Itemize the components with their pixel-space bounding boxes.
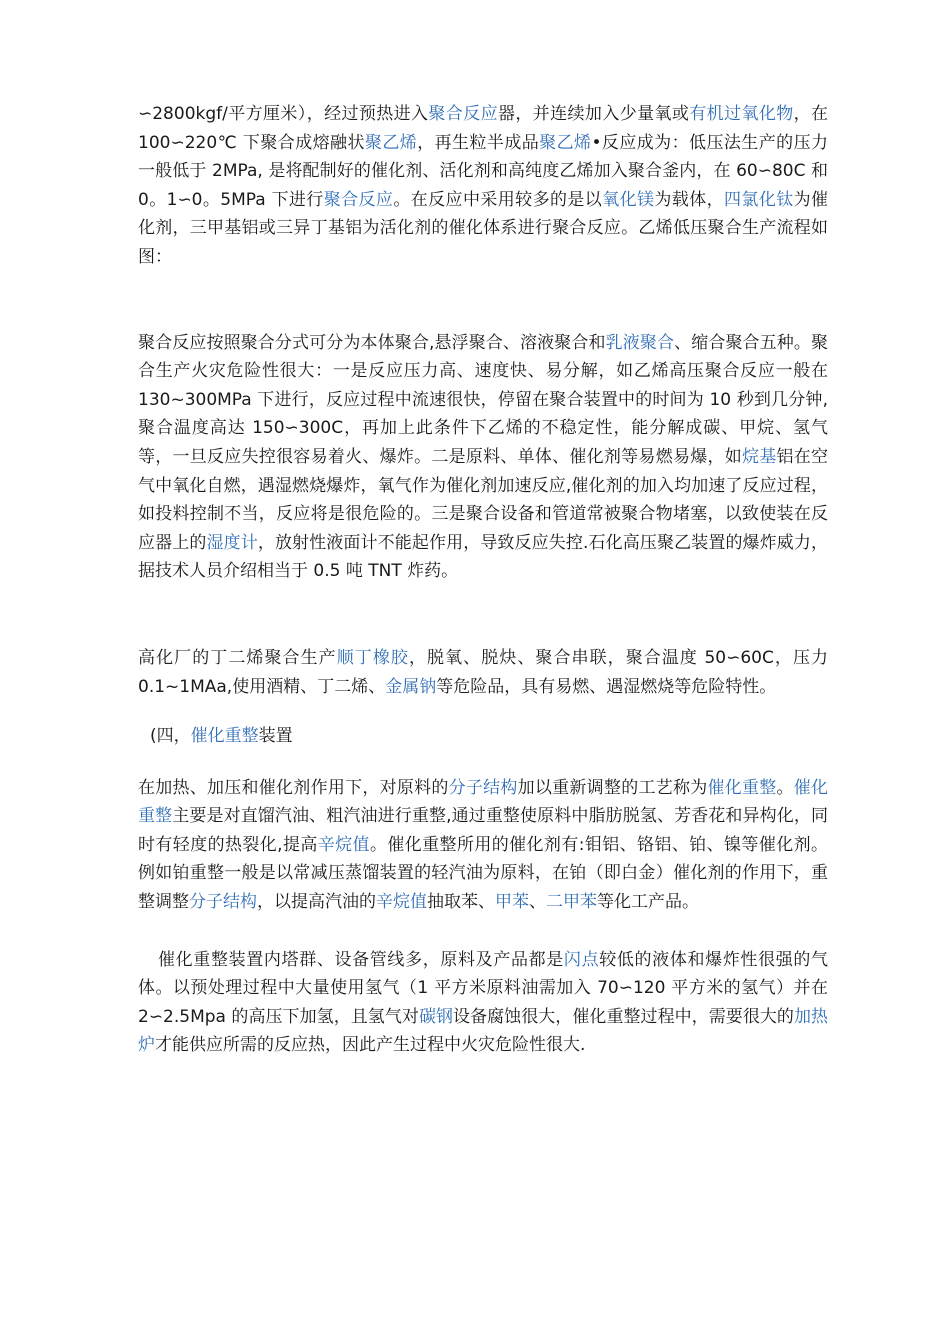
hyperlink[interactable]: 甲苯 [495, 892, 529, 913]
hyperlink[interactable]: 烷基 [741, 446, 777, 467]
hyperlink[interactable]: 氧化镁 [602, 189, 655, 210]
hyperlink[interactable]: 聚合反应 [323, 189, 394, 210]
text-run: 抽取苯、 [427, 892, 495, 913]
hyperlink[interactable]: 分子结构 [189, 892, 257, 913]
text-run: 等化工产品。 [597, 892, 699, 913]
text-run: ，再生粒半成品 [417, 132, 540, 153]
hyperlink[interactable]: 乳液聚合 [605, 332, 675, 353]
text-run: 较低的液体和爆炸性很强的气体。以预处理过程中大量使用氢气（1 平方米原料油需加入 70∽120 平方米的氢气）并在 2∽2.5Mpa 的高压下加氢，且氢气对 [138, 949, 829, 1027]
hyperlink[interactable]: 加热炉 [138, 1006, 829, 1056]
hyperlink[interactable]: 碳钢 [418, 1006, 454, 1027]
document-page [138, 100, 828, 1060]
hyperlink[interactable]: 聚乙烯 [364, 132, 418, 153]
text-run: ，脱氧、脱炔、聚合串联，聚合温度 50∽60C，压力 0.1~1MAa,使用酒精、丁二烯、 [138, 647, 829, 697]
text-run: 主要是对直馏汽油、粗汽油进行重整,通过重整使原料中脂肪脱氢、芳香花和异构化，同时有轻度的热裂化,提高 [138, 806, 829, 855]
paragraph-polymer-process [138, 100, 828, 272]
hyperlink[interactable]: 催化重整 [138, 777, 829, 827]
text-run: 催化重整装置内塔群、设备管线多，原料及产品都是 [158, 949, 564, 970]
hyperlink[interactable]: 四氯化钛 [724, 189, 794, 210]
hyperlink[interactable]: 分子结构 [448, 777, 518, 798]
paragraph-reforming-hazards [138, 946, 828, 1060]
hyperlink[interactable]: 聚合反应 [428, 104, 498, 124]
text-run: 高化厂的丁二烯聚合生产 [138, 647, 337, 668]
hyperlink[interactable]: 聚乙烯 [539, 132, 592, 153]
text-run: 为催化剂，三甲基铝或三异丁基铝为活化剂的催化体系进行聚合反应。乙烯低压聚合生产流程如图： [138, 189, 829, 267]
text-run: 。在反应中采用较多的是以 [393, 189, 603, 210]
hyperlink[interactable]: 顺丁橡胶 [336, 647, 409, 668]
text-run: 在加热、加压和催化剂作用下，对原料的 [138, 777, 449, 798]
hyperlink[interactable]: 催化重整 [190, 726, 259, 747]
text-run: ，以提高汽油的 [257, 892, 376, 913]
text-run: 、缩合聚合五种。聚合生产火灾危险性很大：一是反应压力高、速度快、易分解，如乙烯高压聚合反应一般在 130~300MPa 下进行，反应过程中流速很快，停留在聚合装置中的时间为 10 秒到几分钟,聚合温度高达 150∽300C，再加上此条件下乙烯的不稳定性，能分解成碳、甲烷、氢气等，一旦反应失控很容易着火、爆炸。二是原料、单体、催化剂等易燃易爆，如 [138, 332, 829, 467]
text-run: 等危险品，具有易燃、遇湿燃烧等危险特性。 [436, 676, 777, 697]
paragraph-polymer-hazards [138, 329, 828, 586]
text-run: (四， [150, 726, 191, 747]
text-run: 、 [529, 892, 546, 913]
text-run: ∽2800kgf/平方厘米），经过预热进入 [138, 104, 429, 124]
hyperlink[interactable]: 辛烷值 [317, 834, 370, 855]
paragraph-butadiene [138, 644, 828, 701]
text-run: •反应成为：低压法生产的压力一般低于 2MPa, 是将配制好的催化剂、活化剂和高纯度乙烯加入聚合釜内，在 60∽80C 和 0。1∽0。5MPa 下进行 [138, 132, 829, 210]
hyperlink[interactable]: 金属钠 [385, 676, 437, 697]
paragraph-reforming-definition [138, 774, 828, 917]
hyperlink[interactable]: 催化重整 [707, 777, 777, 798]
text-run: ，放射性液面计不能起作用，导致反应失控.石化高压聚乙装置的爆炸威力，据技术人员介绍相当于 0.5 吨 TNT 炸药。 [138, 532, 829, 582]
hyperlink[interactable]: 辛烷值 [376, 892, 427, 913]
hyperlink[interactable]: 闪点 [563, 949, 600, 970]
hyperlink[interactable]: 湿度计 [206, 532, 258, 553]
text-run: 为载体， [654, 189, 725, 210]
text-run: 聚合反应按照聚合分式可分为本体聚合,悬浮聚合、溶液聚合和 [138, 332, 606, 353]
text-run: 装置 [258, 726, 293, 747]
text-run: 设备腐蚀很大，催化重整过程中，需要很大的 [453, 1006, 794, 1027]
text-run: 器，并连续加入少量氧或 [497, 104, 690, 124]
hyperlink[interactable]: 二甲苯 [546, 892, 597, 913]
text-run: 加以重新调整的工艺称为 [517, 777, 708, 798]
hyperlink[interactable]: 有机过氧化物 [689, 104, 794, 124]
text-run: 。催化重整所用的催化剂有:钼铝、铬铝、铂、镍等催化剂。例如铂重整一般是以常减压蒸馏装置的轻汽油为原料，在铂（即白金）催化剂的作用下，重整调整 [138, 834, 829, 913]
text-run: 才能供应所需的反应热，因此产生过程中火灾危险性很大. [155, 1035, 586, 1056]
section-heading [138, 722, 828, 751]
text-run: ，在 100∽220℃ 下聚合成熔融状 [138, 104, 829, 153]
text-run: 。 [776, 777, 794, 798]
text-run: 铝在空气中氧化自燃，遇湿燃烧爆炸，氧气作为催化剂加速反应,催化剂的加入均加速了反应过程，如投料控制不当，反应将是很危险的。三是聚合设备和管道常被聚合物堵塞，以致使装在反应器上的 [138, 446, 829, 553]
